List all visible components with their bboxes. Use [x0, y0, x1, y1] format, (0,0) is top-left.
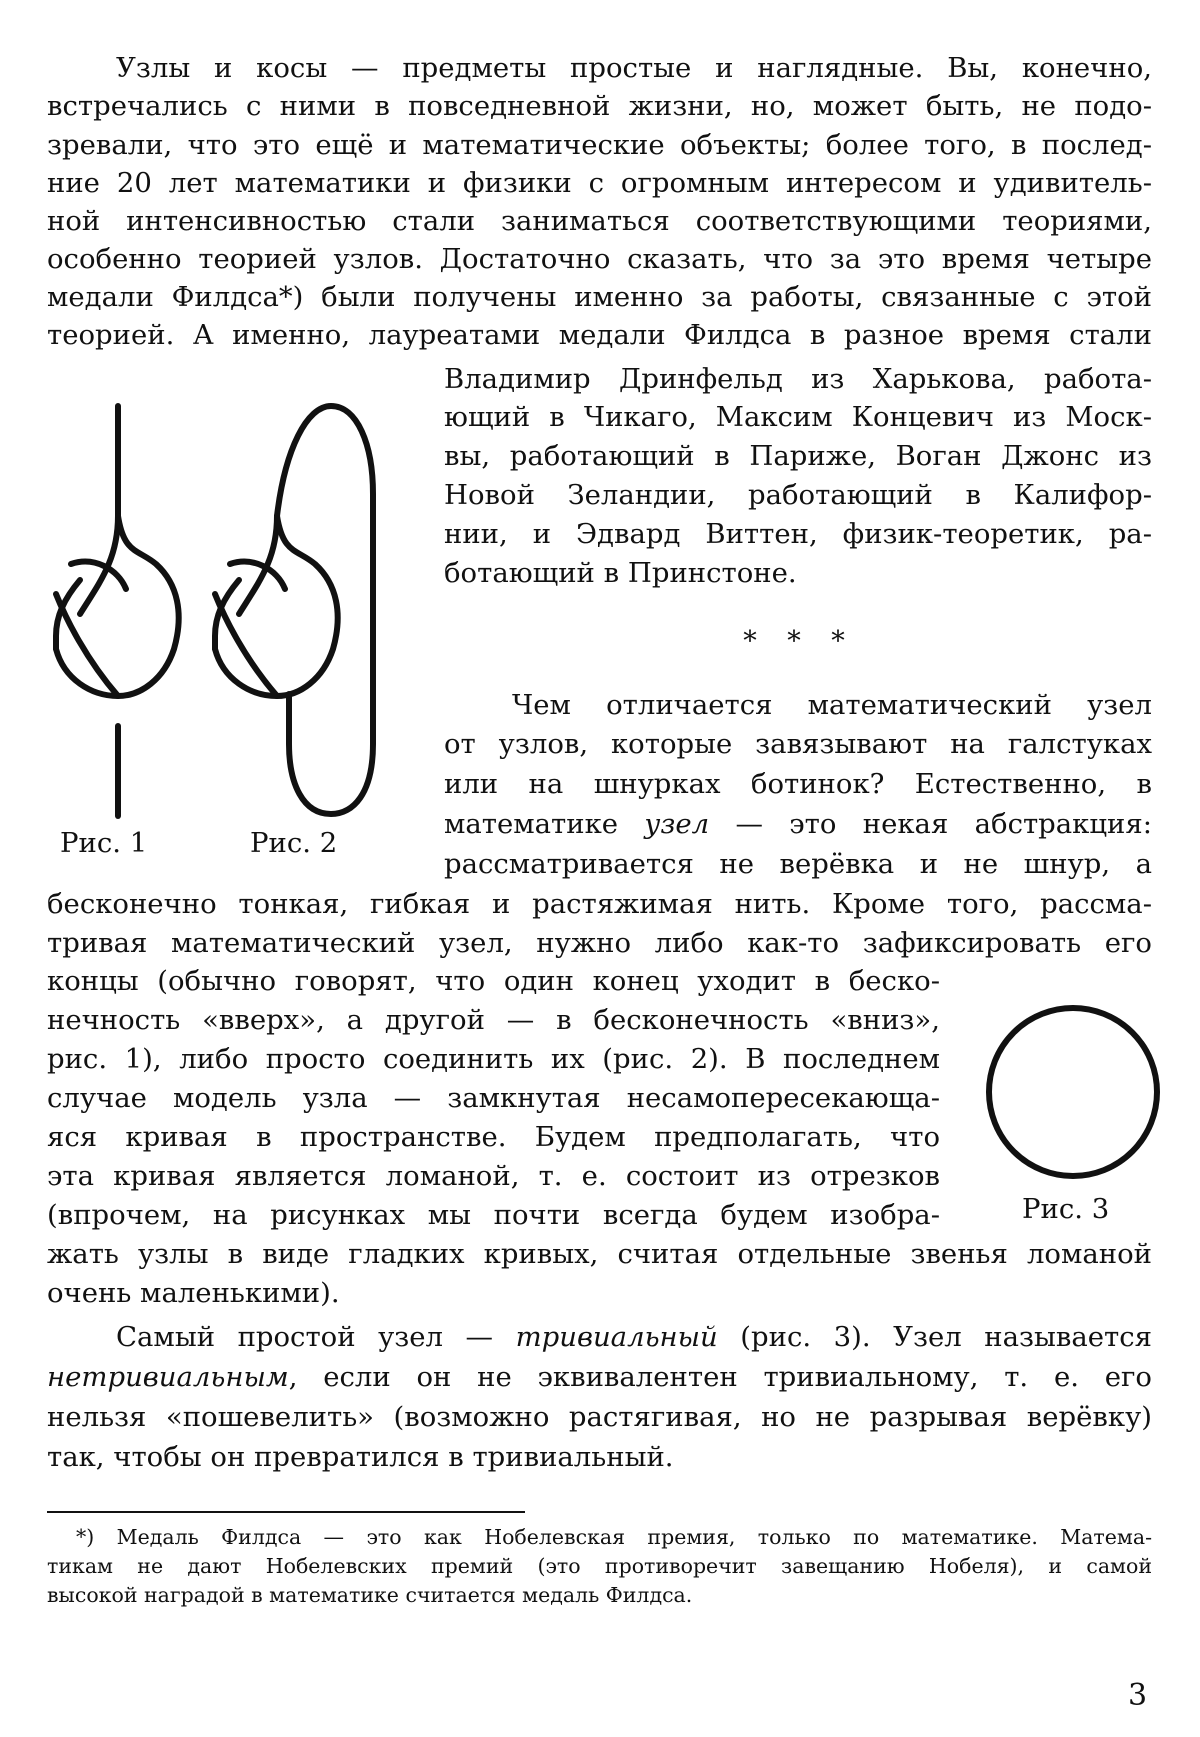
p2-line-10: рис. 1), либо просто соединить их (рис. 2). В последнем	[47, 1043, 940, 1075]
term-trivial: тривиальный	[515, 1321, 718, 1353]
p1-line-9: Владимир Дринфельд из Харькова, работа-	[444, 363, 1152, 395]
figure-1-open-knot	[46, 404, 186, 824]
p1-line-1: Узлы и косы — предметы простые и наглядные. Вы, конечно,	[116, 52, 1152, 84]
section-separator	[728, 626, 860, 657]
p2-line-5: рассматривается не верёвка и не шнур, а	[444, 848, 1152, 880]
p2-line-6: бесконечно тонкая, гибкая и растяжимая нить. Кроме того, рассма-	[47, 888, 1152, 920]
p3-line-3: нельзя «пошевелить» (возможно растягивая, но не разрывая верёвку)	[47, 1401, 1152, 1433]
p1-line-3: зревали, что это ещё и математические объекты; более того, в послед-	[47, 129, 1152, 161]
p2-line-3: или на шнурках ботинок? Естественно, в	[444, 768, 1152, 800]
p1-line-10: ющий в Чикаго, Максим Концевич из Моск-	[444, 401, 1152, 433]
p3-line-1-end: (рис. 3). Узел называется	[717, 1321, 1152, 1353]
p2-line-7: тривая математический узел, нужно либо как-то зафиксировать его	[47, 927, 1152, 959]
p2-line-4	[444, 805, 1152, 843]
separator-star: *	[831, 626, 845, 657]
figure-1-caption: Рис. 1	[60, 827, 148, 859]
p1-line-6: особенно теорией узлов. Достаточно сказать, что за это время четыре	[47, 243, 1152, 275]
p2-line-13: эта кривая является ломаной, т. е. состоит из отрезков	[47, 1160, 940, 1192]
p1-line-5: ной интенсивностью стали заниматься соответствующими теориями,	[47, 205, 1152, 237]
p2-line-11: случае модель узла — замкнутая несамопересекающа-	[47, 1082, 940, 1114]
p1-line-7: медали Филдса*) были получены именно за работы, связанные с этой	[47, 281, 1152, 313]
separator-star: *	[787, 626, 801, 657]
figure-2-closed-knot	[205, 404, 375, 824]
p3-line-2	[47, 1358, 1152, 1396]
p1-line-2: встречались с ними в повседневной жизни, но, может быть, не подо-	[47, 90, 1152, 122]
p1-line-12: Новой Зеландии, работающий в Калифор-	[444, 479, 1152, 511]
page-number: 3	[1128, 1678, 1148, 1713]
p2-line-4-end: — это некая абстракция:	[709, 808, 1152, 840]
figure-3-trivial-knot	[983, 1002, 1163, 1182]
footnote-line-2: тикам не дают Нобелевских премий (это противоречит завещанию Нобеля), и самой	[47, 1554, 1152, 1578]
p1-line-8: теорией. А именно, лауреатами медали Филдса в разное время стали	[47, 319, 1152, 351]
p2-line-14: (впрочем, на рисунках мы почти всегда будем изобра-	[47, 1199, 940, 1231]
footnote-line-1: *) Медаль Филдса — это как Нобелевская премия, только по математике. Матема-	[76, 1525, 1152, 1549]
figure-2-caption: Рис. 2	[250, 827, 338, 859]
p3-line-4: так, чтобы он превратился в тривиальный.	[47, 1441, 674, 1473]
p2-line-8: концы (обычно говорят, что один конец уходит в беско-	[47, 965, 940, 997]
footnote-line-3: высокой наградой в математике считается медаль Филдса.	[47, 1583, 693, 1607]
p2-line-2: от узлов, которые завязывают на галстуках	[444, 728, 1152, 760]
separator-star: *	[743, 626, 757, 657]
p2-line-4-start: математике	[444, 808, 645, 840]
figure-3-caption: Рис. 3	[1022, 1193, 1110, 1225]
p3-line-1	[116, 1318, 1152, 1356]
p2-line-9: нечность «вверх», а другой — в бесконечность «вниз»,	[47, 1004, 940, 1036]
term-nontrivial: нетривиальным	[47, 1361, 289, 1393]
p1-line-11: вы, работающий в Париже, Воган Джонс из	[444, 440, 1152, 472]
term-uzel: узел	[644, 808, 710, 840]
p3-line-1-start: Самый простой узел —	[116, 1321, 516, 1353]
p1-line-13: нии, и Эдвард Виттен, физик-теоретик, ра-	[444, 518, 1152, 550]
footnote-divider	[47, 1511, 525, 1513]
p2-line-15: жать узлы в виде гладких кривых, считая отдельные звенья ломаной	[47, 1238, 1152, 1270]
p2-line-12: яся кривая в пространстве. Будем предполагать, что	[47, 1121, 940, 1153]
p2-line-1: Чем отличается математический узел	[512, 689, 1152, 721]
p3-line-2-end: , если он не эквивалентен тривиальному, т. е. его	[288, 1361, 1152, 1393]
p1-line-14: ботающий в Принстоне.	[444, 557, 797, 589]
p2-line-16: очень маленькими).	[47, 1277, 340, 1309]
p1-line-4: ние 20 лет математики и физики с огромным интересом и удивитель-	[47, 167, 1152, 199]
